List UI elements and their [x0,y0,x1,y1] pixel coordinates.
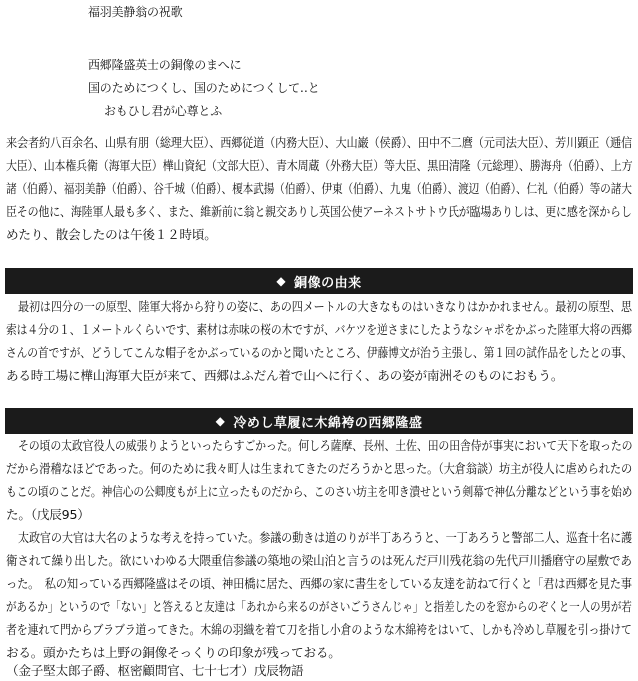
diamond-icon: ◆ [276,274,287,288]
intro-line: 来会者約八百余名、山県有朋（総理大臣）、西郷従道（内務大臣）、大山巌（侯爵）、田中不二麿（元司法大臣）、芳川顕正（逓信 [6,135,633,150]
section2-line: おる。頭かたちは上野の銅像そっくりの印象が残っておる。 [6,645,341,660]
section2-line: もこの頃のことだ。神信心の公卿度もが上に立ったものだから、このさい坊主を叩き潰せという剣幕で神仏分離などという事を始め [6,484,633,499]
section2-line: 衛されて繰り出した。欲にいわゆる大隈重信参議の築地の梁山泊と言うのは死んだ戸川残花翁の先代戸川播磨守の屋敷であ [6,553,632,568]
section1-line: 索は４分の１、１メートルくらいです、素材は赤味の桜の木ですが、バケツを逆さまにしたようなシャポをかぶった陸軍大将の西郷 [6,322,632,337]
section-heading: 冷めし草履に木綿袴の西郷隆盛 [233,415,423,431]
section1-line: 最初は四分の一の原型、陸軍大将から狩りの姿に、あの四メートルの大きなものはいきなりはかかれません。最初の原型、思 [18,299,632,314]
section-heading-bar [5,408,633,434]
section2-line: があるか」というので「ない」と答えると友達は「あれから来るのがさいごうさんじゃ」と指差したのを窓からのぞくと一人の男が若 [6,599,632,614]
poem-line: 西郷隆盛英士の銅像のまへに [88,58,242,72]
section2-line: 太政官の大官は大名のような考えを持っていた。参議の動きは道のりが半丁あろうと、一丁あろうと警部二人、巡査十名に護 [18,530,633,545]
section2-line: だから滑稽なほどであった。何のために我々町人は生まれてきたのだろうかと思った。（大倉翁談）坊主が役人に虐められたの [6,461,633,476]
intro-line: めたり、散会したのは午後１２時頃。 [6,227,217,242]
section-heading: 銅像の由来 [294,275,362,291]
source-citation: （金子堅太郎子爵、枢密顧問官、七十七才）戊辰物語 [6,663,304,678]
section1-line: ある時工場に樺山海軍大臣が来て、西郷はふだん着で山へに行く、あの姿が南洲そのものにおもう。 [6,368,564,383]
section2-line: った。 私の知っている西郷隆盛はその頃、神田橋に居た、西郷の家に書生をしている友達を訪ねて行くと「君は西郷を見た事 [6,576,632,591]
section2-line: 者を連れて門からブラブラ道ってきた。木綿の羽織を着て刀を指し小倉のような木綿袴をはいて、しかも冷めし草履を引っ掛けて [6,622,632,637]
section-heading-bar [5,268,633,294]
poem-line: おもひし君が心尊とふ [104,104,223,118]
intro-line: 大臣）、山本権兵衛（海軍大臣）樺山資紀（文部大臣）、青木周蔵（外務大臣）等大臣、黒田清隆（元総理）、勝海舟（伯爵）、上方 [6,158,633,173]
section2-line: た。（戊辰95） [6,507,90,522]
intro-line: 諸（伯爵）、福羽美静（伯爵）、谷千城（伯爵）、榎本武揚（伯爵）、伊東（伯爵）、九鬼（伯爵）、渡辺（伯爵）、仁礼（伯爵）等の諸大 [6,181,632,196]
poem-line: 国のためにつくし、国のためにつくして‥と [88,81,320,95]
diamond-icon: ◆ [215,414,226,428]
intro-line: 臣その他に、海陸軍人最も多く、また、維新前に翁と親交ありし英国公使アーネストサトウ氏が臨場ありしは、更に感を深からし [6,204,632,219]
section2-line: その頃の太政官役人の威張りようといったらすごかった。何しろ薩摩、長州、土佐、田の田舎侍が事実において天下を取ったの [18,438,633,453]
section1-line: さんの首ですが、どうしてこんな帽子をかぶっているのかと聞いたところ、伊藤博文が治う主張し、第１回の試作品をしたとの事、 [6,345,633,360]
poem-title: 福羽美静翁の祝歌 [88,5,183,19]
